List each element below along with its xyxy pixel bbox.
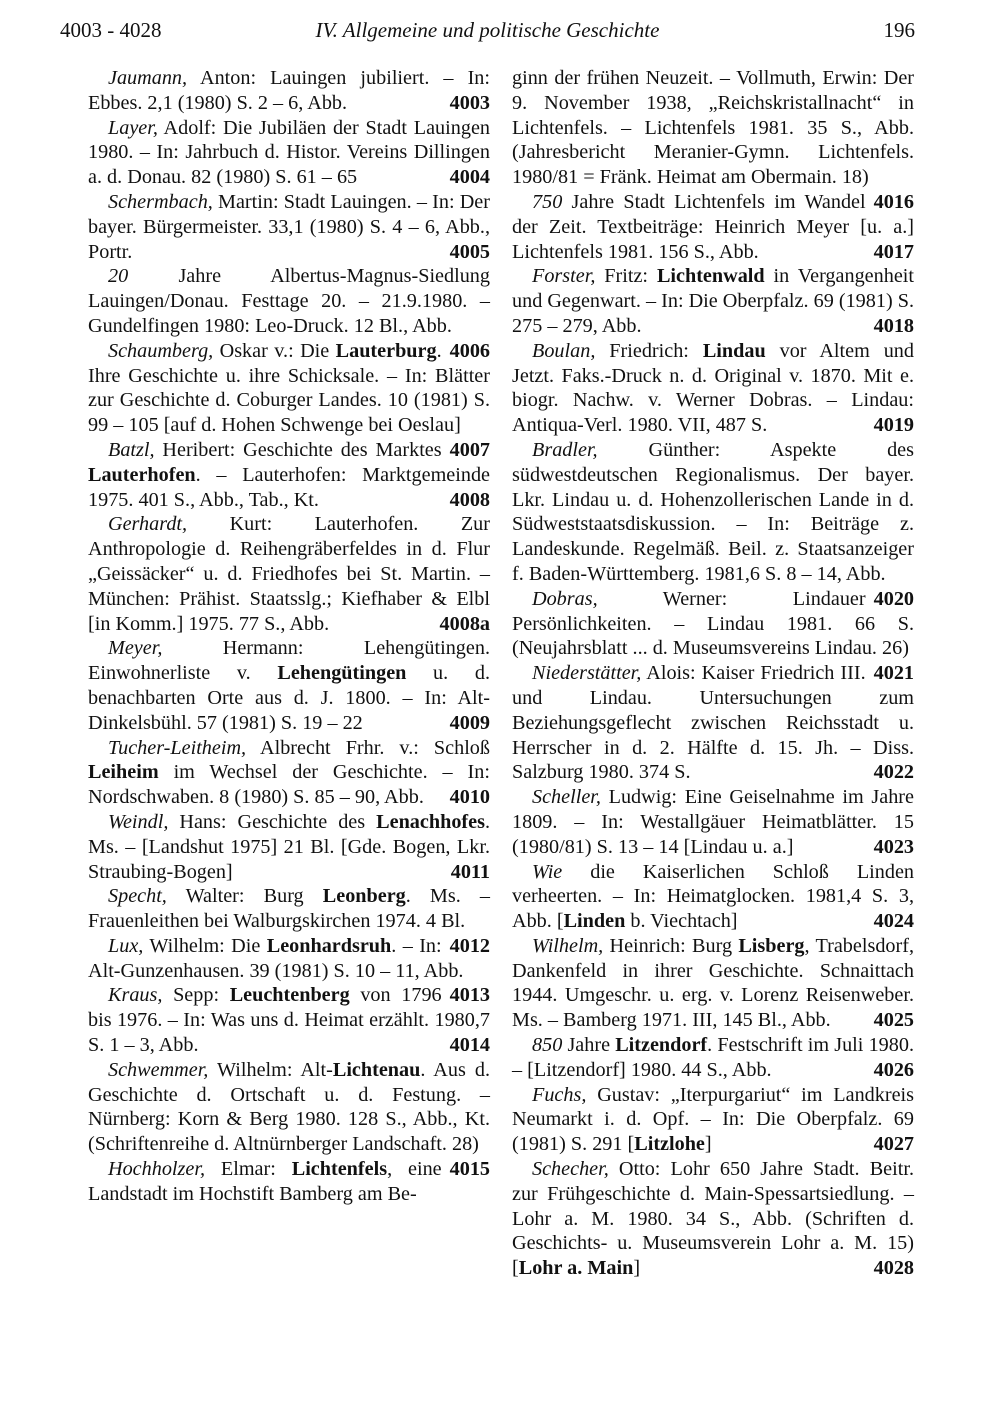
entry-text: Friedrich:	[595, 339, 703, 362]
entry-text: Jahre Stadt Lichtenfels im Wandel der Zeit. Textbeiträge: Heinrich Meyer [u. a.] Lichtenfels 1981. 156 S., Abb.	[512, 190, 914, 263]
entry-text: . – Lauterhofen: Marktgemeinde 1975. 401 S., Abb., Tab., Kt.	[88, 463, 490, 511]
bibliography-entry	[512, 339, 914, 438]
entry-number: 4028	[873, 1257, 914, 1280]
entry-author: 850	[532, 1034, 563, 1057]
entry-text: Martin: Stadt Lauingen. – In: Der bayer. Bürgermeister. 33,1 (1980) S. 4 – 6, Abb., Portr.	[88, 190, 490, 263]
bibliography-entry	[88, 66, 490, 116]
entry-text: Werner: Lindauer Persönlichkeiten. – Lindau 1981. 66 S. (Neujahrsblatt ... d. Museumsvereins Lindau. 26)	[512, 587, 914, 660]
bibliography-entry	[512, 264, 914, 338]
entry-text: Hermann: Lehengütingen. Einwohnerliste v.	[88, 637, 490, 685]
entry-author: Tucher-Leitheim,	[108, 736, 247, 759]
page-number: 196	[883, 18, 915, 42]
section-title: IV. Allgemeine und politische Geschichte	[315, 18, 660, 42]
entry-author: Schwemmer,	[108, 1058, 209, 1081]
entry-text: . Ms. – [Landshut 1975] 21 Bl. [Gde. Bogen, Lkr. Straubing-Bogen]	[88, 810, 490, 883]
entry-number: 4018	[873, 314, 914, 337]
entry-author: Dobras,	[532, 587, 598, 610]
entry-number: 4007	[449, 438, 490, 461]
entry-number: 4023	[873, 835, 914, 858]
entry-text: b. Viechtach]	[625, 910, 738, 933]
entry-author: Gerhardt,	[108, 513, 188, 536]
entry-author: Weindl,	[108, 810, 169, 833]
entry-number: 4010	[449, 786, 490, 809]
entry-author: Wilhelm,	[532, 934, 604, 957]
entry-keyword: Litzendorf	[615, 1034, 708, 1057]
bibliography-entry	[512, 785, 914, 859]
entry-text: Fritz:	[595, 265, 657, 288]
entry-text: . Aus d. Geschichte d. Ortschaft u. d. Festung. – Nürnberg: Korn & Berg 1980. 128 S., Abb., Kt. (Schriftenreihe d. Altnürnberger Landschaft. 28)	[88, 1058, 490, 1156]
entry-keyword: Lehengütingen	[277, 662, 407, 685]
entry-number: 4021	[873, 662, 914, 685]
entry-author: Meyer,	[108, 637, 163, 660]
entry-keyword: Lindau	[702, 339, 766, 362]
entry-number: 4006	[449, 339, 490, 362]
bibliography-entry	[512, 860, 914, 934]
entry-text: Heinrich: Burg	[603, 934, 739, 957]
entry-text: die Kaiserlichen Schloß Linden verheerten. – In: Heimatglocken. 1981,4 S. 3, Abb. [	[512, 860, 914, 933]
entry-text: von 1796 bis 1976. – In: Was uns d. Heimat erzählt. 1980,7 S. 1 – 3, Abb.	[88, 984, 490, 1057]
entry-author: Scheller,	[532, 786, 601, 809]
entry-author: Fuchs,	[532, 1083, 587, 1106]
entry-keyword: Linden	[563, 910, 626, 933]
entry-text: ]	[633, 1257, 641, 1280]
entry-text: Walter: Burg	[166, 885, 323, 908]
bibliography-entry	[88, 512, 490, 636]
entry-keyword: Lichtenwald	[656, 265, 765, 288]
bibliography-entry	[88, 116, 490, 190]
entry-number: 4014	[449, 1034, 490, 1057]
entry-number: 4013	[449, 984, 490, 1007]
entry-text: Jahre Albertus-Magnus-Siedlung Lauingen/Donau. Festtage 20. – 21.9.1980. – Gundelfingen 1980: Leo-Druck. 12 Bl., Abb.	[88, 265, 490, 337]
bibliography-entry	[88, 810, 490, 884]
entry-author: Schermbach,	[108, 190, 213, 213]
entry-number: 4003	[449, 91, 490, 114]
entry-text: Hans: Geschichte des	[168, 810, 377, 833]
entry-author: Batzl,	[108, 438, 155, 461]
entry-number: 4004	[449, 166, 490, 189]
entry-author: Specht,	[108, 885, 167, 908]
entry-keyword: Leiheim	[88, 761, 159, 784]
entry-number: 4011	[450, 860, 490, 883]
entry-keyword: Lohr a. Main	[518, 1257, 634, 1280]
entry-text: Heribert: Geschichte des Marktes	[154, 438, 442, 461]
entry-keyword: Litzlohe	[634, 1133, 705, 1156]
entry-author: Boulan,	[532, 339, 596, 362]
entry-text: Wilhelm: Die	[143, 934, 267, 957]
entry-text: Oskar v.: Die	[213, 339, 336, 362]
entry-keyword: Leuchtenberg	[229, 984, 350, 1007]
entry-keyword: Lauterhofen	[88, 463, 196, 486]
entry-number: 4017	[873, 240, 914, 263]
entry-number: 4027	[873, 1133, 914, 1156]
entry-text: vor Altem und Jetzt. Faks.-Druck n. d. Original v. 1870. Mit e. biogr. Nachw. v. Werner Dobras. – Lindau: Antiqua-Verl. 1980. VII, 487 S.	[512, 339, 914, 437]
entry-text: Sepp:	[162, 984, 230, 1007]
bibliography-entry	[512, 1157, 914, 1281]
entry-number: 4015	[449, 1158, 490, 1181]
entry-keyword: Lenachhofes	[376, 810, 485, 833]
entry-keyword: Leonhardsruh	[266, 934, 392, 957]
entry-author: Niederstätter,	[532, 662, 642, 685]
entry-author: Schecher,	[532, 1158, 609, 1181]
entry-author: Hochholzer,	[108, 1158, 206, 1181]
entry-range: 4003 - 4028	[60, 18, 162, 42]
bibliography-entry	[512, 1033, 914, 1083]
entry-text: ginn der frühen Neuzeit. – Vollmuth, Erwin: Der 9. November 1938, „Reichskristallnacht“ in Lichtenfels. – Lichtenfels 1981. 35 S., Abb. (Jahresbericht Meranier-Gymn. Lichtenfels. 1980/81 = Fränk. Heimat am Obermain. 18)	[512, 67, 914, 189]
entry-author: Kraus,	[108, 984, 163, 1007]
bibliography-entry	[88, 190, 490, 264]
entry-author: Schaumberg,	[108, 339, 214, 362]
entry-author: Layer,	[108, 116, 158, 139]
entry-text: Anton: Lauingen jubiliert. – In: Ebbes. 2,1 (1980) S. 2 – 6, Abb.	[88, 67, 490, 114]
bibliography-entry	[88, 736, 490, 810]
entry-text: im Wechsel der Geschichte. – In: Nordschwaben. 8 (1980) S. 85 – 90, Abb.	[88, 761, 490, 809]
entry-text: . Ihre Geschichte u. ihre Schicksale. – In: Blätter zur Geschichte d. Coburger Landes. 10 (1981) S. 99 – 105 [auf d. Hohen Schwenge bei Oeslau]	[88, 339, 490, 437]
entry-author: 750	[532, 190, 563, 213]
entry-author: Jaumann,	[108, 67, 188, 89]
entry-text: . – In: Alt-Gunzenhausen. 39 (1981) S. 10 – 11, Abb.	[88, 934, 464, 982]
left-column	[88, 66, 490, 1207]
entry-keyword: Leonberg	[322, 885, 406, 908]
entry-number: 4025	[873, 1009, 914, 1032]
entry-keyword: Lichtenfels	[291, 1158, 388, 1181]
entry-text: . Festschrift im Juli 1980. – [Litzendorf] 1980. 44 S., Abb.	[512, 1034, 914, 1081]
entry-author: Forster,	[532, 265, 596, 288]
entry-text: , eine Landstadt im Hochstift Bamberg am Be-	[88, 1158, 442, 1205]
right-column	[512, 66, 914, 1281]
entry-author: 20	[108, 265, 129, 288]
entry-number: 4008	[449, 488, 490, 511]
entry-text: Gustav: „Iterpurgariut“ im Landkreis Neumarkt i. d. Opf. – In: Die Oberpfalz. 69 (1981) S. 291 [	[512, 1083, 914, 1156]
entry-text: , Trabelsdorf, Dankenfeld in ihrer Geschichte. Schnaittach 1944. Umgeschr. u. erg. v. Lorenz Reisenweber. Ms. – Bamberg 1971. III, 145 Bl., Abb.	[512, 934, 914, 1032]
entry-author: Bradler,	[532, 438, 598, 461]
entry-number: 4026	[873, 1058, 914, 1081]
entry-text: . Ms. – Frauenleithen bei Walburgskirchen 1974. 4 Bl.	[88, 885, 490, 933]
entry-text: Elmar:	[205, 1158, 292, 1181]
bibliography-entry	[512, 934, 914, 1033]
entry-text: Adolf: Die Jubiläen der Stadt Lauingen 1980. – In: Jahrbuch d. Histor. Vereins Dillingen a. d. Donau. 82 (1980) S. 61 – 65	[88, 116, 490, 189]
entry-text: in Vergangenheit und Gegenwart. – In: Die Oberpfalz. 69 (1981) S. 275 – 279, Abb.	[512, 265, 914, 337]
entry-number: 4012	[449, 934, 490, 957]
entry-author: Lux,	[108, 934, 144, 957]
entry-text: ]	[704, 1133, 712, 1156]
entry-text: u. d. benachbarten Orte aus d. J. 1800. – In: Alt-Dinkelsbühl. 57 (1981) S. 19 – 22	[88, 662, 490, 734]
entry-text: Wilhelm: Alt-	[208, 1058, 333, 1081]
entry-number: 4005	[449, 240, 490, 263]
bibliography-entry	[512, 661, 914, 785]
entry-text: Jahre	[562, 1034, 616, 1057]
bibliography-entry	[88, 636, 490, 735]
entry-number: 4019	[873, 414, 914, 437]
entry-text: Alois: Kaiser Friedrich III. und Lindau. Untersuchungen zum Beziehungsgeflecht zwischen Reichsstadt u. Herrscher in d. 2. Hälfte d. 15. Jh. – Diss. Salzburg 1980. 374 S.	[512, 662, 914, 784]
entry-number: 4008a	[439, 612, 490, 635]
entry-keyword: Lichtenau	[332, 1058, 421, 1081]
bibliography-entry	[512, 1083, 914, 1157]
running-header	[60, 18, 915, 50]
entry-text: Kurt: Lauterhofen. Zur Anthropologie d. Reihengräberfeldes in d. Flur „Geissäcker“ u. d. Friedhofes bei St. Martin. – München: Prähist. Staatsslg.; Kiefhaber & Elbl [in Komm.] 1975. 77 S., Abb.	[88, 513, 490, 635]
entry-text: Albrecht Frhr. v.: Schloß	[246, 736, 490, 759]
entry-author: Wie	[532, 860, 563, 883]
bibliography-entry	[88, 1157, 490, 1207]
entry-keyword: Lisberg	[738, 934, 805, 957]
entry-text: Otto: Lohr 650 Jahre Stadt. Beitr. zur Frühgeschichte d. Main-Spessartsiedlung. – Lohr a. M. 1980. 34 S., Abb. (Schriften d. Geschichts- u. Museumsverein Lohr a. M. 15) [	[512, 1158, 914, 1280]
entry-number: 4024	[873, 910, 914, 933]
bibliography-entry	[512, 190, 914, 264]
entry-number: 4020	[873, 587, 914, 610]
entry-number: 4016	[873, 190, 914, 213]
entry-text: Günther: Aspekte des südwestdeutschen Regionalismus. Der bayer. Lkr. Lindau u. d. Hohenzollerischen Lande in d. Südweststaatsdiskussion. – In: Beiträge z. Landeskunde. Regelmäß. Beil. z. Staatsanzeiger f. Baden-Württemberg. 1981,6 S. 8 – 14, Abb.	[512, 438, 914, 585]
bibliography-entry	[88, 438, 490, 512]
entry-keyword: Lauterburg	[335, 339, 437, 362]
bibliography-entry	[88, 983, 490, 1057]
entry-number: 4009	[449, 711, 490, 734]
entry-number: 4022	[873, 761, 914, 784]
entry-text: Ludwig: Eine Geiselnahme im Jahre 1809. – In: Westallgäuer Heimatblätter. 15 (1980/81) S. 13 – 14 [Lindau u. a.]	[512, 786, 914, 858]
